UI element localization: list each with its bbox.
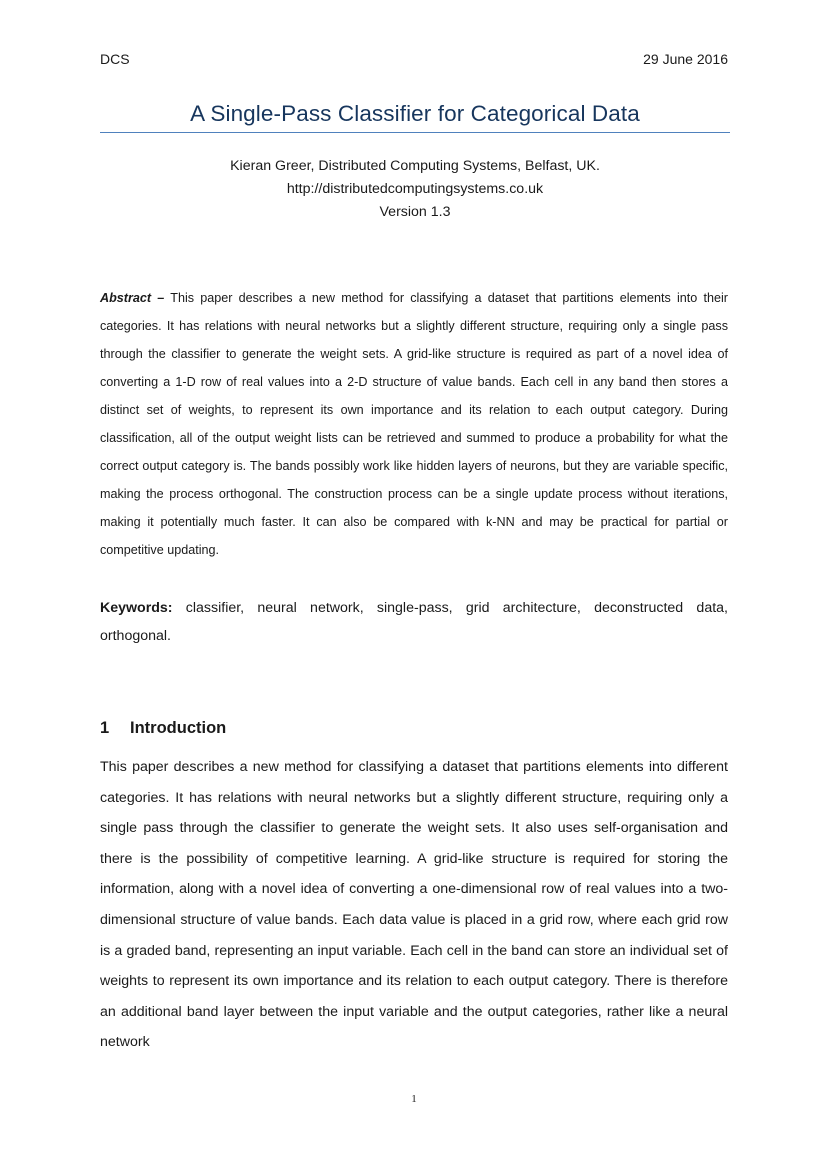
abstract-label: Abstract – <box>100 291 165 305</box>
author-url: http://distributedcomputingsystems.co.uk <box>286 181 544 197</box>
keywords-text: classifier, neural network, single-pass, grid architecture, deconstructed data, orthogonal. <box>100 600 728 644</box>
keywords <box>100 594 728 650</box>
section-title: Introduction <box>130 719 227 737</box>
running-header-left: DCS <box>100 51 130 67</box>
keywords-label: Keywords: <box>100 600 173 616</box>
version-label: Version 1.3 <box>379 204 451 220</box>
author-affiliation: Kieran Greer, Distributed Computing Systems, Belfast, UK. <box>230 158 600 174</box>
title-underline <box>100 132 730 133</box>
abstract-text: This paper describes a new method for classifying a dataset that partitions elements into their categories. It has relations with neural networks but a slightly different structure, requiring only a single pass through the classifier to generate the weight sets. A grid-like structure is required as part of a novel idea of converting a 1-D row of real values into a 2-D structure of value bands. Each cell in any band then stores a distinct set of weights, to represent its own importance and its relation to each output category. During classification, all of the output weight lists can be retrieved and summed to produce a probability for what the correct output category is. The bands possibly work like hidden layers of neurons, but they are variable specific, making the process orthogonal. The construction process can be a single update process without iterations, making it potentially much faster. It can also be compared with k-NN and may be practical for partial or competitive updating. <box>100 291 728 557</box>
section-body: This paper describes a new method for classifying a dataset that partitions elements into different categories. It has relations with neural networks but a slightly different structure, requiring only a single pass through the classifier to generate the weight sets. It also uses self-organisation and there is the possibility of competitive learning. A grid-like structure is required for storing the information, along with a novel idea of converting a one-dimensional row of real values into a two-dimensional structure of value bands. Each data value is placed in a grid row, where each grid row is a graded band, representing an input variable. Each cell in the band can store an individual set of weights to represent its own importance and its relation to each output category. There is therefore an additional band layer between the input variable and the output categories, rather like a neural network <box>100 759 728 1051</box>
running-header-date: 29 June 2016 <box>643 51 728 67</box>
page-number: 1 <box>411 1093 417 1105</box>
abstract <box>100 284 728 564</box>
section-number: 1 <box>100 719 110 737</box>
paper-title: A Single-Pass Classifier for Categorical Data <box>190 101 640 126</box>
author-block <box>100 155 730 224</box>
section-heading <box>100 719 226 738</box>
